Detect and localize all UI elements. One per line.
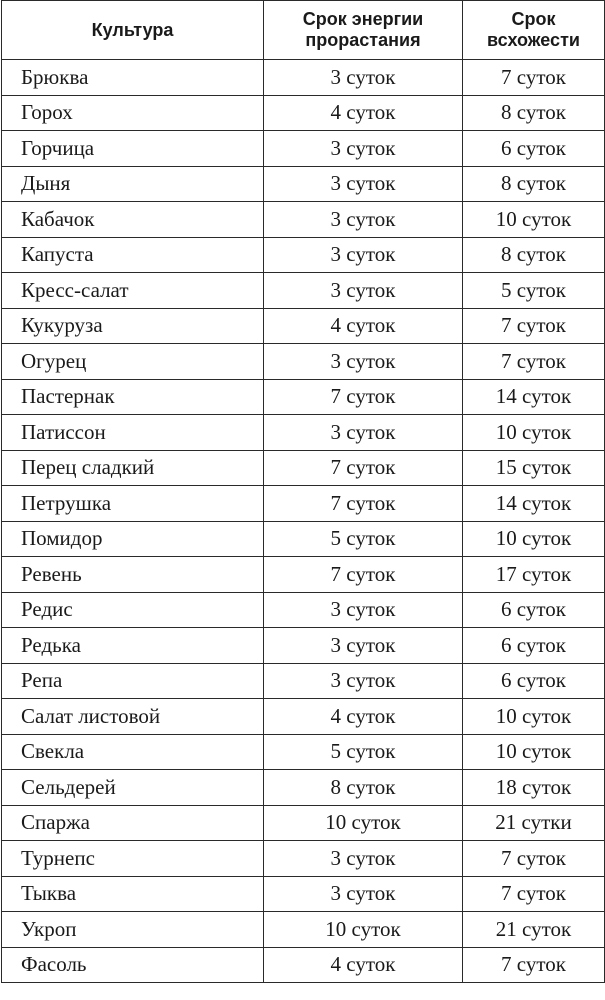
germination-energy-cell: 4 суток xyxy=(264,308,463,344)
germination-energy-cell: 10 суток xyxy=(264,912,463,948)
crop-name-cell: Турнепс xyxy=(2,841,264,877)
germination-period-cell: 7 суток xyxy=(463,344,605,380)
crop-name-cell: Свекла xyxy=(2,734,264,770)
germination-period-cell: 6 суток xyxy=(463,663,605,699)
germination-energy-cell: 3 суток xyxy=(264,841,463,877)
table-row xyxy=(2,663,605,699)
table-row xyxy=(2,876,605,912)
table-row xyxy=(2,166,605,202)
table-row xyxy=(2,415,605,451)
germination-energy-cell: 7 суток xyxy=(264,557,463,593)
table-row xyxy=(2,699,605,735)
crop-name-cell: Кресс-салат xyxy=(2,273,264,309)
table-row xyxy=(2,557,605,593)
germination-energy-cell: 5 суток xyxy=(264,734,463,770)
germination-period-cell: 21 суток xyxy=(463,912,605,948)
crop-name-cell: Салат листовой xyxy=(2,699,264,735)
germination-period-cell: 14 суток xyxy=(463,486,605,522)
header-germination-period: Срок всхожести xyxy=(463,1,605,60)
germination-energy-cell: 5 суток xyxy=(264,521,463,557)
header-row xyxy=(2,1,605,60)
germination-period-cell: 7 суток xyxy=(463,60,605,96)
germination-table xyxy=(1,0,605,983)
germination-period-cell: 7 суток xyxy=(463,841,605,877)
crop-name-cell: Спаржа xyxy=(2,805,264,841)
table-row xyxy=(2,344,605,380)
crop-name-cell: Брюква xyxy=(2,60,264,96)
table-row xyxy=(2,841,605,877)
germination-period-cell: 8 суток xyxy=(463,237,605,273)
germination-energy-cell: 3 суток xyxy=(264,344,463,380)
table-row xyxy=(2,770,605,806)
germination-energy-cell: 3 суток xyxy=(264,166,463,202)
germination-energy-cell: 7 суток xyxy=(264,379,463,415)
table-row xyxy=(2,60,605,96)
germination-period-cell: 8 суток xyxy=(463,95,605,131)
germination-period-cell: 18 суток xyxy=(463,770,605,806)
germination-energy-cell: 7 суток xyxy=(264,450,463,486)
crop-name-cell: Капуста xyxy=(2,237,264,273)
germination-period-cell: 21 сутки xyxy=(463,805,605,841)
crop-name-cell: Горчица xyxy=(2,131,264,167)
germination-energy-cell: 3 суток xyxy=(264,592,463,628)
germination-period-cell: 15 суток xyxy=(463,450,605,486)
germination-period-cell: 10 суток xyxy=(463,202,605,238)
crop-name-cell: Фасоль xyxy=(2,947,264,983)
table-row xyxy=(2,95,605,131)
germination-period-cell: 5 суток xyxy=(463,273,605,309)
crop-name-cell: Пастернак xyxy=(2,379,264,415)
germination-period-cell: 7 суток xyxy=(463,308,605,344)
germination-energy-cell: 3 суток xyxy=(264,628,463,664)
germination-period-cell: 6 суток xyxy=(463,131,605,167)
germination-period-cell: 10 суток xyxy=(463,415,605,451)
germination-energy-cell: 3 суток xyxy=(264,202,463,238)
germination-energy-cell: 4 суток xyxy=(264,95,463,131)
table-row xyxy=(2,912,605,948)
crop-name-cell: Тыква xyxy=(2,876,264,912)
germination-energy-cell: 10 суток xyxy=(264,805,463,841)
crop-name-cell: Перец сладкий xyxy=(2,450,264,486)
table-row xyxy=(2,308,605,344)
table-row xyxy=(2,805,605,841)
germination-period-cell: 8 суток xyxy=(463,166,605,202)
crop-name-cell: Дыня xyxy=(2,166,264,202)
germination-energy-cell: 7 суток xyxy=(264,486,463,522)
germination-period-cell: 14 суток xyxy=(463,379,605,415)
germination-energy-cell: 3 суток xyxy=(264,876,463,912)
germination-energy-cell: 8 суток xyxy=(264,770,463,806)
germination-energy-cell: 3 суток xyxy=(264,415,463,451)
table-row xyxy=(2,237,605,273)
germination-period-cell: 7 суток xyxy=(463,947,605,983)
crop-name-cell: Укроп xyxy=(2,912,264,948)
crop-name-cell: Ревень xyxy=(2,557,264,593)
germination-period-cell: 6 суток xyxy=(463,628,605,664)
table-row xyxy=(2,947,605,983)
germination-energy-cell: 4 суток xyxy=(264,947,463,983)
crop-name-cell: Кукуруза xyxy=(2,308,264,344)
table-row xyxy=(2,521,605,557)
table-row xyxy=(2,592,605,628)
germination-energy-cell: 3 суток xyxy=(264,663,463,699)
germination-energy-cell: 3 суток xyxy=(264,273,463,309)
crop-name-cell: Сельдерей xyxy=(2,770,264,806)
header-germination-energy: Срок энергии прорастания xyxy=(264,1,463,60)
table-row xyxy=(2,628,605,664)
crop-name-cell: Редис xyxy=(2,592,264,628)
table-row xyxy=(2,450,605,486)
table-row xyxy=(2,273,605,309)
crop-name-cell: Помидор xyxy=(2,521,264,557)
germination-period-cell: 17 суток xyxy=(463,557,605,593)
germination-period-cell: 6 суток xyxy=(463,592,605,628)
germination-energy-cell: 3 суток xyxy=(264,131,463,167)
germination-period-cell: 10 суток xyxy=(463,699,605,735)
crop-name-cell: Репа xyxy=(2,663,264,699)
germination-energy-cell: 3 суток xyxy=(264,60,463,96)
header-crop: Культура xyxy=(2,1,264,60)
table-row xyxy=(2,486,605,522)
crop-name-cell: Редька xyxy=(2,628,264,664)
table-body xyxy=(2,60,605,983)
table-row xyxy=(2,131,605,167)
table-row xyxy=(2,379,605,415)
crop-name-cell: Патиссон xyxy=(2,415,264,451)
germination-period-cell: 10 суток xyxy=(463,734,605,770)
crop-name-cell: Огурец xyxy=(2,344,264,380)
crop-name-cell: Кабачок xyxy=(2,202,264,238)
crop-name-cell: Горох xyxy=(2,95,264,131)
table-row xyxy=(2,202,605,238)
germination-energy-cell: 4 суток xyxy=(264,699,463,735)
germination-period-cell: 10 суток xyxy=(463,521,605,557)
crop-name-cell: Петрушка xyxy=(2,486,264,522)
germination-energy-cell: 3 суток xyxy=(264,237,463,273)
germination-period-cell: 7 суток xyxy=(463,876,605,912)
table-row xyxy=(2,734,605,770)
